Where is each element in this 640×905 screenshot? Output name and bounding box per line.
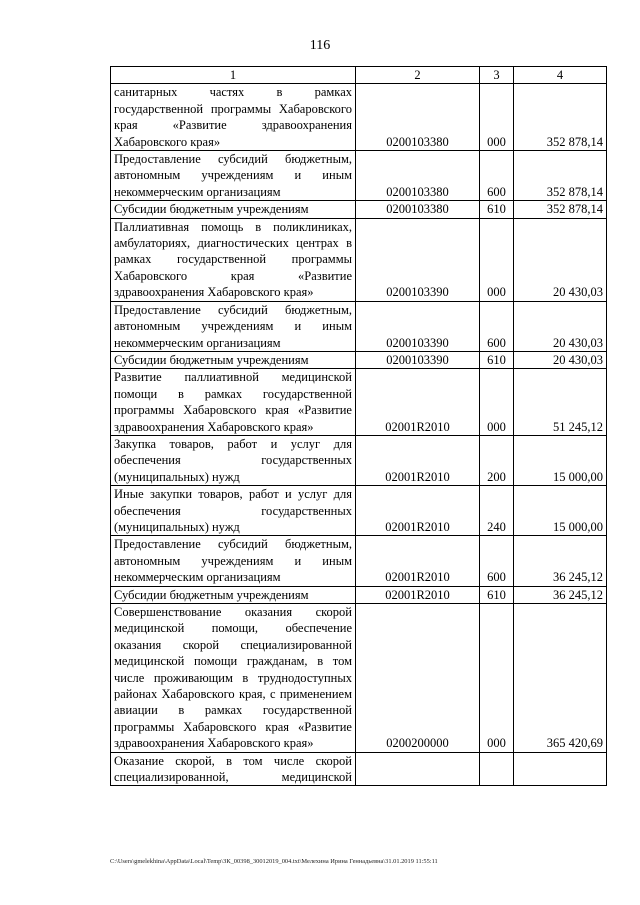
table-row [111,201,607,218]
row-amount: 36 245,12 [514,586,607,603]
row-code: 0200103390 [356,301,480,351]
column-header-3: 3 [480,67,514,84]
table-row [111,84,607,151]
column-header-4: 4 [514,67,607,84]
row-amount: 352 878,14 [514,151,607,201]
table-row [111,586,607,603]
row-expense-type: 600 [480,151,514,201]
row-code: 02001R2010 [356,586,480,603]
row-description: Совершенствование оказания скорой медицинской помощи, обеспечение оказания скорой специализированной медицинской помощи гражданам, в том числе проживающим в труднодоступных районах Хабаровского края, с применением авиации в рамках государственной программы Хабаровского края «Развитие здравоохранения Хабаровского края» [111,604,356,753]
row-expense-type [480,752,514,786]
row-expense-type: 200 [480,435,514,485]
row-expense-type: 610 [480,586,514,603]
row-code [356,752,480,786]
row-expense-type: 000 [480,369,514,436]
row-amount: 352 878,14 [514,201,607,218]
row-expense-type: 000 [480,604,514,753]
row-code: 0200103380 [356,151,480,201]
row-expense-type: 000 [480,218,514,301]
row-amount: 20 430,03 [514,351,607,368]
file-path-footer: C:\Users\gmelekhina\AppData\Local\Temp\ЗК_00398_30012019_004.txt\Мелехина Ирина Геннадьевна\31.01.2019 11:55:11 [110,858,438,865]
row-code: 02001R2010 [356,536,480,586]
table-header-row [111,67,607,84]
row-description: Предоставление субсидий бюджетным, автономным учреждениям и иным некоммерческим организациям [111,536,356,586]
table-row [111,351,607,368]
column-header-1: 1 [111,67,356,84]
row-code: 0200103380 [356,84,480,151]
row-code: 02001R2010 [356,369,480,436]
row-description: Субсидии бюджетным учреждениям [111,586,356,603]
row-description: Закупка товаров, работ и услуг для обеспечения государственных (муниципальных) нужд [111,435,356,485]
table-row [111,218,607,301]
row-description: Субсидии бюджетным учреждениям [111,201,356,218]
row-amount: 36 245,12 [514,536,607,586]
row-amount: 20 430,03 [514,218,607,301]
table-row [111,604,607,753]
table-row [111,301,607,351]
row-code: 0200103380 [356,201,480,218]
row-description: санитарных частях в рамках государственной программы Хабаровского края «Развитие здравоохранения Хабаровского края» [111,84,356,151]
row-amount: 365 420,69 [514,604,607,753]
row-expense-type: 610 [480,201,514,218]
table-row [111,536,607,586]
row-code: 0200103390 [356,218,480,301]
row-amount: 352 878,14 [514,84,607,151]
row-code: 02001R2010 [356,435,480,485]
row-code: 0200103390 [356,351,480,368]
row-amount: 51 245,12 [514,369,607,436]
row-amount [514,752,607,786]
row-description: Субсидии бюджетным учреждениям [111,351,356,368]
table-row [111,151,607,201]
row-expense-type: 600 [480,301,514,351]
budget-table [110,66,607,786]
column-header-2: 2 [356,67,480,84]
row-description: Предоставление субсидий бюджетным, автономным учреждениям и иным некоммерческим организациям [111,301,356,351]
table-row [111,486,607,536]
row-expense-type: 610 [480,351,514,368]
row-expense-type: 240 [480,486,514,536]
row-description: Предоставление субсидий бюджетным, автономным учреждениям и иным некоммерческим организациям [111,151,356,201]
table-row [111,369,607,436]
table-row [111,752,607,786]
row-code: 02001R2010 [356,486,480,536]
row-code: 0200200000 [356,604,480,753]
page-number: 116 [309,38,331,53]
row-expense-type: 000 [480,84,514,151]
row-description: Развитие паллиативной медицинской помощи в рамках государственной программы Хабаровского края «Развитие здравоохранения Хабаровского края» [111,369,356,436]
row-amount: 15 000,00 [514,486,607,536]
row-amount: 15 000,00 [514,435,607,485]
row-expense-type: 600 [480,536,514,586]
table-row [111,435,607,485]
row-amount: 20 430,03 [514,301,607,351]
row-description: Оказание скорой, в том числе скорой специализированной, медицинской [111,752,356,786]
row-description: Паллиативная помощь в поликлиниках, амбулаториях, диагностических центрах в рамках государственной программы Хабаровского края «Развитие здравоохранения Хабаровского края» [111,218,356,301]
row-description: Иные закупки товаров, работ и услуг для обеспечения государственных (муниципальных) нужд [111,486,356,536]
